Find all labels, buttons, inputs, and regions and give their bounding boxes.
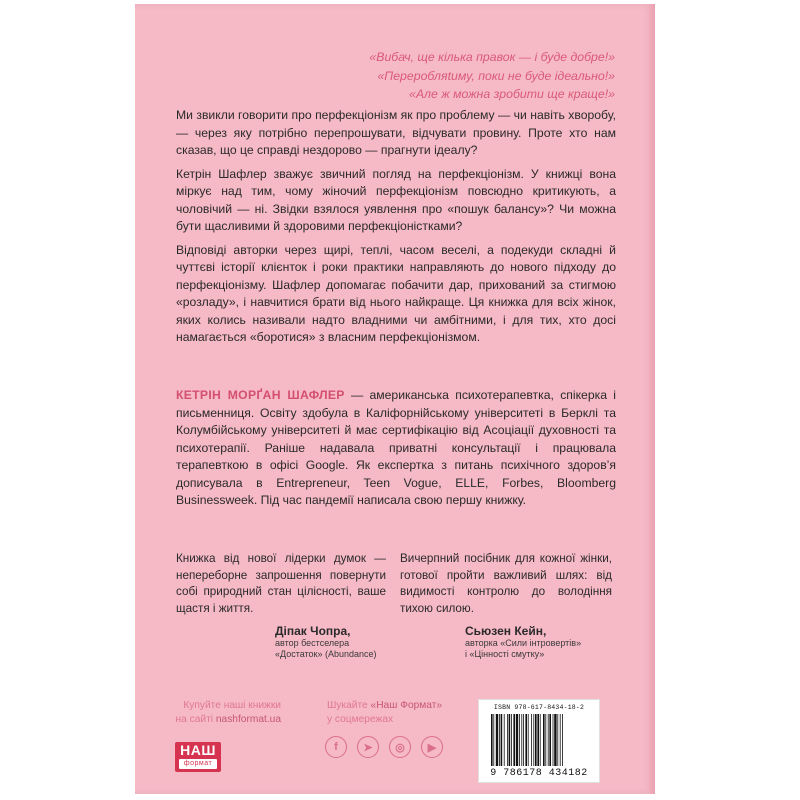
blurb-left-signature (275, 624, 377, 660)
blurb-left-role-1: автор бестселера (275, 638, 350, 648)
barcode-bar (507, 714, 508, 766)
description (176, 107, 616, 353)
barcode-bar (554, 714, 556, 766)
buy-line-1: Купуйте наші книжки (183, 700, 281, 711)
telegram-icon[interactable]: ➤ (357, 736, 379, 758)
blurb-left: Книжка від нової лідерки думок — непереборне запрошення повернути собі природний стан цілісності, ваше щастя і життя. (176, 552, 386, 615)
barcode-number: 9 786178 434182 (490, 768, 588, 779)
quote-2: «Переробляtиму, поки не буде ідеально!» (377, 68, 615, 83)
quote-1: «Вибач, ще кілька правок — і буде добре!» (369, 50, 615, 64)
barcode-bar (560, 714, 561, 766)
description-paragraph-3: Відповіді авторки через щирі, теплі, часом веселі, а подекуди складні й чуттєві історії клієнток і роки практики направляють до нового підходу до перфекціонізму. Шафлер допомагає побачити дар, прихований за стигмою «розладу», і навчитися брати від нього найкраще. Ця книжка для всіх жінок, яких колись називали надто владними чи амбітними, і для тих, хто досі намагається «боротися» з власним перфекціонізмом. (176, 242, 616, 344)
barcode-bar (509, 714, 511, 766)
barcode-bar (548, 714, 549, 766)
search-prefix: Шукайте (327, 700, 371, 711)
buy-line-2: на сайті (175, 714, 216, 725)
barcode-graphic (491, 714, 591, 766)
social-icons (325, 736, 443, 758)
buy-site-link[interactable]: nashformat.ua (215, 714, 281, 725)
quote-3: «Але ж можна зробити ще краще!» (408, 87, 615, 101)
opening-quotes (369, 48, 615, 104)
youtube-icon[interactable]: ▶ (421, 736, 443, 758)
barcode-label (478, 699, 600, 783)
barcode-bar (499, 714, 500, 766)
barcode-bar (533, 714, 534, 766)
barcode-bar (496, 714, 498, 766)
barcode-bar (540, 714, 541, 766)
barcode-bar (537, 714, 539, 766)
barcode-bar (511, 714, 512, 766)
description-paragraph-1: Ми звикли говорити про перфекціонізм як про проблему — чи навіть хворобу, — через яку потрібно перепрошувати, відчувати провину. Проте хто нам сказав, що це справді нездорово — прагнути ідеалу? (176, 108, 616, 157)
barcode-bar (549, 714, 551, 766)
barcode-bar (504, 714, 505, 766)
barcode-bar (543, 714, 545, 766)
barcode-bar (493, 714, 494, 766)
social-info (327, 699, 442, 727)
blurb-right-author: Сьюзен Кейн, (465, 624, 547, 638)
book-back-cover (135, 4, 655, 794)
author-bio-text: — американська психотерапевтка, спікерка і письменниця. Освіту здобула в Каліфорнійському університеті в Берклі та Колумбійському університеті й має сертифікацію від Асоціації духовності та психотерапії. Раніше надавала приватні консультації і працювала терапевткою в офісі Google. Як експертка з питань психічного здоров’я дописувала в Entrepreneur, Teen Vogue, ELLE, Forbes, Bloomberg Businessweek. Під час пандемії написала свою першу книжку. (176, 388, 616, 507)
barcode-bar (535, 714, 537, 766)
isbn-text: ISBN 978-617-8434-18-2 (493, 704, 585, 711)
logo-bottom-text: формат (179, 759, 217, 769)
search-brand: «Наш Формат» (370, 700, 443, 711)
search-line-2: у соцмережах (327, 714, 394, 725)
publisher-logo (175, 742, 221, 772)
instagram-icon[interactable]: ◎ (389, 736, 411, 758)
author-bio (176, 387, 616, 516)
barcode-bar (523, 714, 524, 766)
facebook-icon[interactable]: f (325, 736, 347, 758)
blurb-right-signature (465, 624, 581, 660)
barcode-bar (516, 714, 518, 766)
blurb-left-role-2: «Достаток» (Abundance) (275, 649, 377, 659)
barcode-bar (519, 714, 520, 766)
barcode-bar (562, 714, 563, 766)
barcode-bar (513, 714, 515, 766)
cover-edge (649, 4, 655, 794)
barcode-bar (501, 714, 503, 766)
buy-info (173, 699, 281, 727)
description-paragraph-2: Кетрін Шафлер зважує звичний погляд на перфекціонізм. У книжці вона міркує над тим, чому жіночий перфекціонізм повсюдно критикують, а чоловічий — ні. Звідки взялося уявлення про «пошук балансу»? Чи можна бути щасливими й здоровими перфекціоністками? (176, 166, 616, 233)
blurb-right: Вичерпний посібник для кожної жінки, готової пройти важливий шлях: від видимості контролю до володіння тихою силою. (400, 552, 612, 615)
barcode-bar (531, 714, 532, 766)
blurb-left-author: Діпак Чопра, (275, 624, 351, 638)
barcode-bar (491, 714, 493, 766)
barcode-bar (557, 714, 558, 766)
barcode-bar (521, 714, 522, 766)
blurb-right-role-2: і «Цінності смутку» (465, 649, 545, 659)
blurb-right-role-1: авторка «Сили інтровертів» (465, 638, 582, 648)
barcode-bar (545, 714, 546, 766)
author-name: КЕТРІН МОРҐАН ШАФЛЕР (176, 388, 345, 402)
barcode-bar (528, 714, 529, 766)
logo-top-text: НАШ (180, 742, 216, 758)
barcode-bar (553, 714, 554, 766)
barcode-bar (525, 714, 527, 766)
